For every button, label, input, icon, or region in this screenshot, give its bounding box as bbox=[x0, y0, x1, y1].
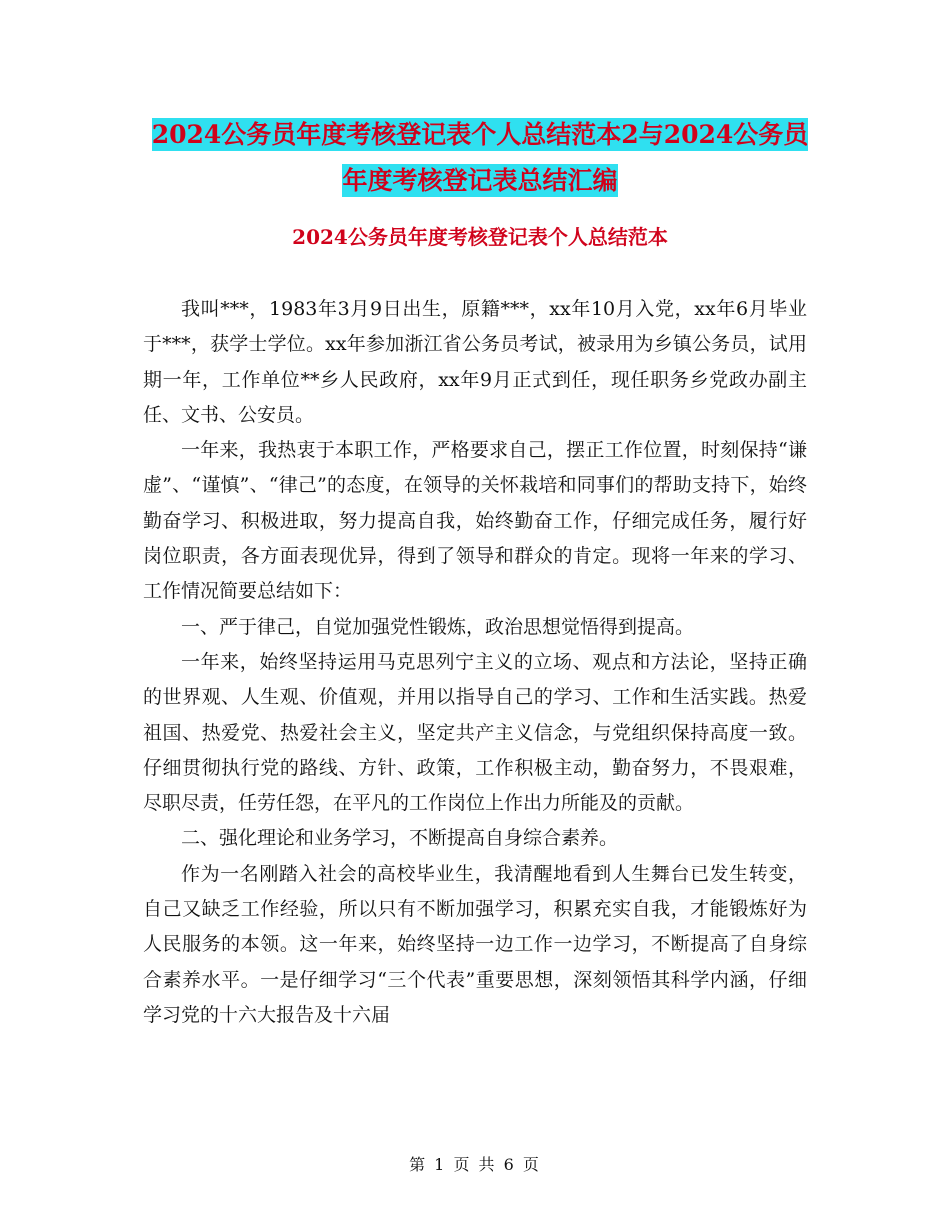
paragraph: 作为一名刚踏入社会的高校毕业生，我清醒地看到人生舞台已发生转变，自己又缺乏工作经验，所以只有不断加强学习，积累充实自我，才能锻炼好为人民服务的本领。这一年来，始终坚持一边工作一边学习，不断提高了自身综合素养水平。一是仔细学习“三个代表”重要思想，深刻领悟其科学内涵，仔细学习党的十六大报告及十六届 bbox=[143, 862, 807, 1026]
document-title bbox=[140, 112, 820, 204]
document-title-text: 2024公务员年度考核登记表个人总结范本2与2024公务员年度考核登记表总结汇编 bbox=[151, 120, 809, 195]
paragraph: 我叫***，1983年3月9日出生，原籍***，xx年10月入党，xx年6月毕业于***，获学士学位。xx年参加浙江省公务员考试，被录用为乡镇公务员，试用期一年，工作单位**乡人民政府，xx年9月正式到任，现任职务乡党政办副主任、文书、公安员。 bbox=[143, 298, 807, 426]
paragraph-heading: 一、严于律己，自觉加强党性锻炼，政治思想觉悟得到提高。 bbox=[181, 615, 695, 638]
document-body bbox=[143, 292, 807, 1033]
section-title: 2024公务员年度考核登记表个人总结范本 bbox=[292, 225, 668, 249]
page-footer: 第 1 页 共 6 页 bbox=[409, 1155, 541, 1174]
paragraph-heading: 二、强化理论和业务学习，不断提高自身综合素养。 bbox=[181, 827, 619, 850]
paragraph: 一年来，我热衷于本职工作，严格要求自己，摆正工作位置，时刻保持“谦虚”、“谨慎”、“律己”的态度，在领导的关怀栽培和同事们的帮助支持下，始终勤奋学习、积极进取，努力提高自我，始终勤奋工作，仔细完成任务，履行好岗位职责，各方面表现优异，得到了领导和群众的肯定。现将一年来的学习、工作情况简要总结如下： bbox=[143, 439, 807, 603]
paragraph: 一年来，始终坚持运用马克思列宁主义的立场、观点和方法论，坚持正确的世界观、人生观、价值观，并用以指导自己的学习、工作和生活实践。热爱祖国、热爱党、热爱社会主义，坚定共产主义信念，与党组织保持高度一致。仔细贯彻执行党的路线、方针、政策，工作积极主动，勤奋努力，不畏艰难，尽职尽责，任劳任怨，在平凡的工作岗位上作出力所能及的贡献。 bbox=[143, 650, 807, 815]
